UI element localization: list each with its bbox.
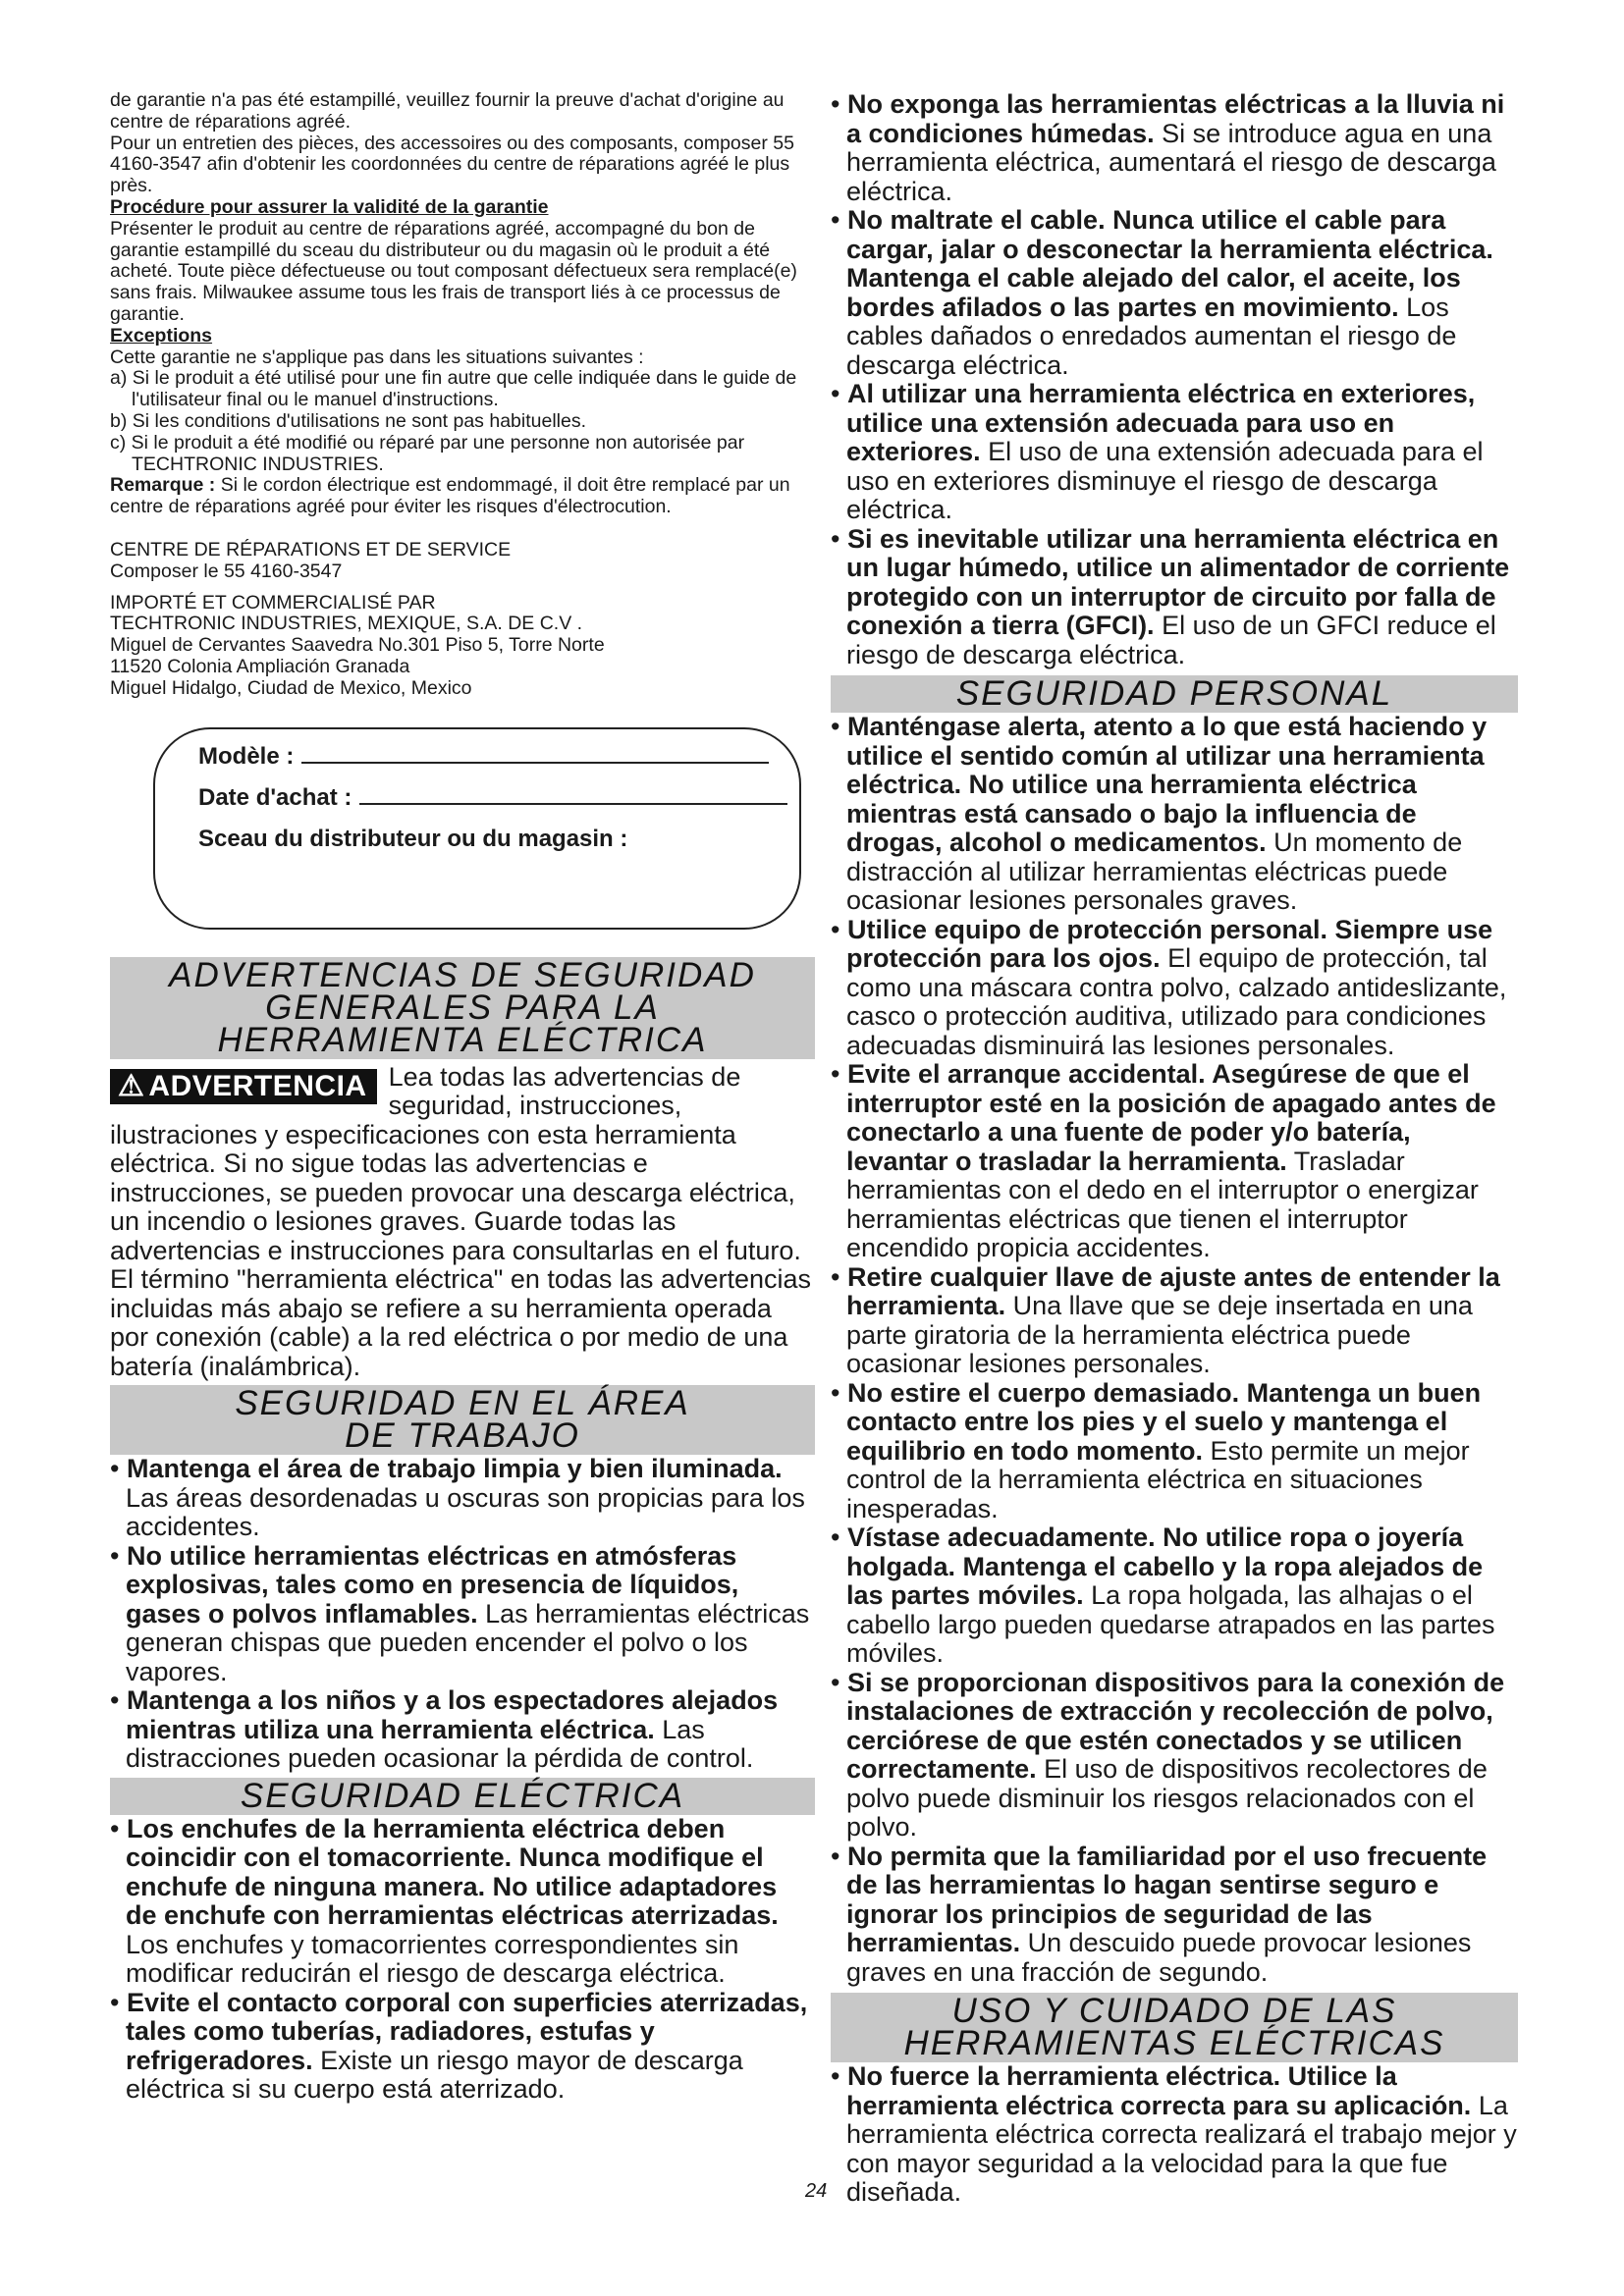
bullet-item xyxy=(110,1686,815,1774)
bullet-bold: No permita que la familiaridad por el uso frecuente de las herramientas lo hagan sentirse seguro e ignorar los principios de seguridad de las herramientas. xyxy=(846,1841,1488,1957)
warning-triangle-icon: ⚠ xyxy=(118,1069,145,1102)
bullet-item xyxy=(110,1455,815,1542)
fr-remarque-text: Si le cordon électrique est endommagé, il doit être remplacé par un centre de réparations agréé pour éviter les risques d'électrocution. xyxy=(110,474,790,518)
heading-use-care xyxy=(831,1993,1518,2062)
bullet-bold: Los enchufes de la herramienta eléctrica deben coincidir con el tomacorriente. Nunca modifique el enchufe de ninguna manera. No utilice adaptadores de enchufe con herramientas eléctricas aterrizadas. xyxy=(126,1813,779,1931)
bullet-dot: • xyxy=(831,914,847,944)
page-number: 24 xyxy=(805,2180,828,2202)
bullet-text: Si se introduce agua en una herramienta eléctrica, aumentará el riesgo de descarga eléctrica. xyxy=(846,118,1496,206)
form-sceau-label: Sceau du distributeur ou du magasin : xyxy=(198,825,628,852)
bullet-bold: No fuerce la herramienta eléctrica. Utilice la herramienta eléctrica correcta para su aplicación. xyxy=(846,2061,1472,2120)
bullet-dot: • xyxy=(831,1059,847,1089)
fr-exception-item: c) Si le produit a été modifié ou réparé par une personne non autorisée par TECHTRONIC INDUSTRIES. xyxy=(110,431,745,475)
heading-line: HERRAMIENTA ELÉCTRICA xyxy=(217,1020,708,1059)
bullet-text: Un descuido puede provocar lesiones graves en una fracción de segundo. xyxy=(846,1928,1472,1987)
bullet-bold: Evite el contacto corporal con superficies aterrizadas, tales como tuberías, radiadores, estufas y refrigeradores. xyxy=(126,1987,808,2075)
heading-line: DE TRABAJO xyxy=(345,1416,580,1456)
bullet-text: El uso de una extensión adecuada para el uso en exteriores disminuye el riesgo de descarga eléctrica. xyxy=(846,437,1484,524)
bullet-item xyxy=(110,1542,815,1687)
bullet-item xyxy=(110,1989,815,2105)
bullet-dot: • xyxy=(831,712,847,741)
bullet-item xyxy=(831,1669,1518,1842)
bullet-dot: • xyxy=(110,1987,127,2017)
bullet-dot: • xyxy=(831,1377,847,1408)
bullet-item xyxy=(831,206,1518,380)
bullet-dot: • xyxy=(831,1522,847,1552)
heading-line: SEGURIDAD PERSONAL xyxy=(955,674,1393,713)
bullet-dot: • xyxy=(110,1540,127,1571)
fr-import-line: 11520 Colonia Ampliación Granada xyxy=(110,655,410,677)
bullet-bold: No maltrate el cable. Nunca utilice el cable para cargar, jalar o desconectar la herramienta eléctrica. Mantenga el cable alejado del calor, el aceite, los bordes afilados o las partes en movimiento. xyxy=(846,205,1493,322)
right-column xyxy=(831,90,1518,2208)
use-care-list xyxy=(831,2062,1518,2208)
bullet-text: Trasladar herramientas con el dedo en el interruptor o energizar herramientas eléctricas que tienen el interruptor encendido propicia accidentes. xyxy=(846,1146,1479,1262)
bullet-item xyxy=(831,1379,1518,1524)
fr-import-line: IMPORTÉ ET COMMERCIALISÉ PAR xyxy=(110,591,436,614)
bullet-text: El uso de dispositivos recolectores de polvo puede disminuir los riesgos relacionados con el polvo. xyxy=(846,1754,1488,1842)
bullet-dot: • xyxy=(110,1454,127,1484)
heading-work-area xyxy=(110,1385,815,1455)
form-modele-label: Modèle : xyxy=(198,742,295,770)
bullet-item xyxy=(831,713,1518,916)
bullet-bold: Mantenga el área de trabajo limpia y bien iluminada. xyxy=(126,1454,783,1484)
warranty-form-box xyxy=(153,727,801,930)
bullet-bold: Vístase adecuadamente. No utilice ropa o joyería holgada. Mantenga el cabello y la ropa alejados de las partes móviles. xyxy=(846,1522,1484,1610)
bullet-bold: Si se proporcionan dispositivos para la conexión de instalaciones de extracción y recolección de polvo, cerciórese de que estén conectados y se utilicen correctamente. xyxy=(846,1667,1505,1784)
bullet-text: Una llave que se deje insertada en una parte giratoria de la herramienta eléctrica puede ocasionar lesiones personales. xyxy=(846,1291,1473,1378)
fr-centre-line: Composer le 55 4160-3547 xyxy=(110,560,343,582)
fr-heading-procedure: Procédure pour assurer la validité de la garantie xyxy=(110,195,549,218)
advertencia-badge xyxy=(110,1069,377,1105)
bullet-bold: Mantenga a los niños y a los espectadores alejados mientras utiliza una herramienta eléctrica. xyxy=(126,1685,779,1744)
form-sceau xyxy=(198,826,627,853)
fr-remarque-label: Remarque : xyxy=(110,474,216,497)
bullet-bold: Al utilizar una herramienta eléctrica en exteriores, utilice una extensión adecuada para uso en exteriores. xyxy=(846,379,1476,466)
fr-centre-line: CENTRE DE RÉPARATIONS ET DE SERVICE xyxy=(110,538,512,561)
bullet-text: El uso de un GFCI reduce el riesgo de descarga eléctrica. xyxy=(846,611,1496,669)
bullet-item xyxy=(831,1263,1518,1379)
bullet-text: Las áreas desordenadas u oscuras son propicias para los accidentes. xyxy=(126,1482,805,1542)
bullet-dot: • xyxy=(831,1261,847,1292)
fr-exception-item: b) Si les conditions d'utilisations ne sont pas habituelles. xyxy=(110,409,587,432)
bullet-item xyxy=(110,1815,815,1989)
bullet-bold: Manténgase alerta, atento a lo que está haciendo y utilice el sentido común al utilizar una herramienta eléctrica. No utilice una herramienta eléctrica mientras está cansado o bajo la influencia de drogas, alcohol o medicamentos. xyxy=(846,712,1488,857)
bullet-item xyxy=(831,2062,1518,2208)
fr-import-line: Miguel de Cervantes Saavedra No.301 Piso 5, Torre Norte xyxy=(110,634,605,657)
bullet-item xyxy=(831,90,1518,206)
bullet-text: Los cables dañados o enredados aumentan el riesgo de descarga eléctrica. xyxy=(846,292,1457,380)
bullet-text: La ropa holgada, las alhajas o el cabello largo pueden quedarse atrapados en las partes móviles. xyxy=(846,1580,1495,1668)
form-date-label: Date d'achat : xyxy=(198,783,352,811)
bullet-dot: • xyxy=(831,89,847,119)
bullet-dot: • xyxy=(110,1685,127,1716)
heading-line: SEGURIDAD EN EL ÁREA xyxy=(235,1384,690,1423)
heading-line: USO Y CUIDADO DE LAS xyxy=(951,1992,1397,2030)
bullet-item xyxy=(831,380,1518,525)
form-modele xyxy=(198,743,769,771)
heading-line: HERRAMIENTAS ELÉCTRICAS xyxy=(903,2024,1445,2062)
bullet-bold: Si es inevitable utilizar una herramienta eléctrica en un lugar húmedo, utilice un alimentador de corriente protegido con un interruptor de circuito por falla de conexión a tierra (GFCI). xyxy=(846,523,1510,640)
bullet-bold: No estire el cuerpo demasiado. Mantenga un buen contacto entre los pies y el suelo y mantenga el equilibrio en todo momento. xyxy=(846,1377,1482,1466)
electrical-list-right xyxy=(831,90,1518,669)
heading-line: SEGURIDAD ELÉCTRICA xyxy=(240,1776,685,1815)
bullet-text: Las distracciones pueden ocasionar la pérdida de control. xyxy=(126,1714,754,1774)
fr-heading-exceptions: Exceptions xyxy=(110,324,213,347)
form-date xyxy=(198,784,787,812)
bullet-text: Esto permite un mejor control de la herramienta eléctrica en situaciones inesperadas. xyxy=(846,1435,1470,1523)
general-warning xyxy=(110,1063,815,1382)
fr-import-line: Miguel Hidalgo, Ciudad de Mexico, Mexico xyxy=(110,676,472,699)
bullet-bold: No utilice herramientas eléctricas en atmósferas explosivas, tales como en presencia de líquidos, gases o polvos inflamables. xyxy=(126,1540,739,1629)
heading-electrical xyxy=(110,1778,815,1815)
bullet-text: Un momento de distracción al utilizar herramientas eléctricas puede ocasionar lesiones personales graves. xyxy=(846,828,1463,915)
fr-remarque xyxy=(110,475,815,518)
bullet-dot: • xyxy=(831,1667,847,1697)
bullet-text: Los enchufes y tomacorrientes correspondientes sin modificar reducirán el riesgo de descarga eléctrica. xyxy=(126,1929,739,1989)
french-warranty-text xyxy=(110,90,815,700)
form-date-line[interactable] xyxy=(359,802,787,805)
general-warning-text: Lea todas las advertencias de seguridad, instrucciones, ilustraciones y especificaciones con esta herramienta eléctrica. Si no sigue todas las advertencias e instrucciones, se pueden provocar una descarga eléctrica, un incendio o lesiones graves. Guarde todas las advertencias e instrucciones para consultarlas en el futuro. El término "herramienta eléctrica" en todas las advertencias incluidas más abajo se refiere a su herramienta operada por conexión (cable) a la red eléctrica o por medio de una batería (inalámbrica). xyxy=(110,1061,812,1381)
bullet-text: Las herramientas eléctricas generan chispas que pueden encender el polvo o los vapores. xyxy=(126,1598,810,1686)
heading-personal xyxy=(831,675,1518,713)
bullet-dot: • xyxy=(831,1841,847,1871)
bullet-item xyxy=(831,1842,1518,1988)
heading-general-warnings xyxy=(110,957,815,1059)
bullet-item xyxy=(831,916,1518,1061)
bullet-dot: • xyxy=(831,205,847,235)
fr-import-line: TECHTRONIC INDUSTRIES, MEXIQUE, S.A. DE C.V . xyxy=(110,613,583,635)
bullet-dot: • xyxy=(831,523,847,554)
bullet-bold: Utilice equipo de protección personal. Siempre use protección para los ojos. xyxy=(846,914,1493,973)
bullet-text: Existe un riesgo mayor de descarga eléctrica si su cuerpo está aterrizado. xyxy=(126,2045,743,2105)
left-column xyxy=(110,90,815,2105)
fr-paragraph: Cette garantie ne s'applique pas dans les situations suivantes : xyxy=(110,346,644,368)
fr-paragraph: de garantie n'a pas été estampillé, veuillez fournir la preuve d'achat d'origine au centre de réparations agréé. xyxy=(110,89,785,133)
heading-line: GENERALES PARA LA xyxy=(265,988,660,1027)
bullet-bold: Retire cualquier llave de ajuste antes de entender la herramienta. xyxy=(846,1261,1500,1320)
bullet-item xyxy=(831,525,1518,670)
electrical-list-left xyxy=(110,1815,815,2105)
bullet-item xyxy=(831,1060,1518,1263)
badge-label: ADVERTENCIA xyxy=(148,1069,367,1102)
bullet-item xyxy=(831,1523,1518,1669)
bullet-text: El equipo de protección, tal como una máscara contra polvo, calzado antideslizante, casco o protección auditiva, utilizado para condiciones adecuadas disminuirá las lesiones personales. xyxy=(846,943,1507,1060)
bullet-dot: • xyxy=(831,2061,847,2091)
bullet-text: La herramienta eléctrica correcta realizará el trabajo mejor y con mayor seguridad a la velocidad para la que fue diseñada. xyxy=(846,2090,1517,2207)
fr-paragraph: Pour un entretien des pièces, des accessoires ou des composants, composer 55 4160-3547 afin d'obtenir les coordonnées du centre de réparations agréé le plus près. xyxy=(110,132,794,197)
personal-list xyxy=(831,713,1518,1987)
bullet-bold: Evite el arranque accidental. Asegúrese de que el interruptor esté en la posición de apagado antes de conectarlo a una fuente de poder y/o batería, levantar o trasladar la herramienta. xyxy=(846,1059,1496,1176)
bullet-bold: No exponga las herramientas eléctricas a la lluvia ni a condiciones húmedas. xyxy=(846,89,1505,148)
heading-line: ADVERTENCIAS DE SEGURIDAD xyxy=(169,955,756,994)
fr-paragraph: Présenter le produit au centre de réparations agréé, accompagné du bon de garantie estampillé du sceau du distributeur ou du magasin où le produit a été acheté. Toute pièce défectueuse ou tout composant défectueux sera remplacé(e) sans frais. Milwaukee assume tous les frais de transport liés à ce processus de garantie. xyxy=(110,217,797,325)
work-area-list xyxy=(110,1455,815,1774)
bullet-dot: • xyxy=(831,379,847,408)
form-modele-line[interactable] xyxy=(301,761,769,764)
fr-exception-item: a) Si le produit a été utilisé pour une fin autre que celle indiquée dans le guide de l'utilisateur final ou le manuel d'instructions. xyxy=(110,367,797,411)
bullet-dot: • xyxy=(110,1813,127,1843)
